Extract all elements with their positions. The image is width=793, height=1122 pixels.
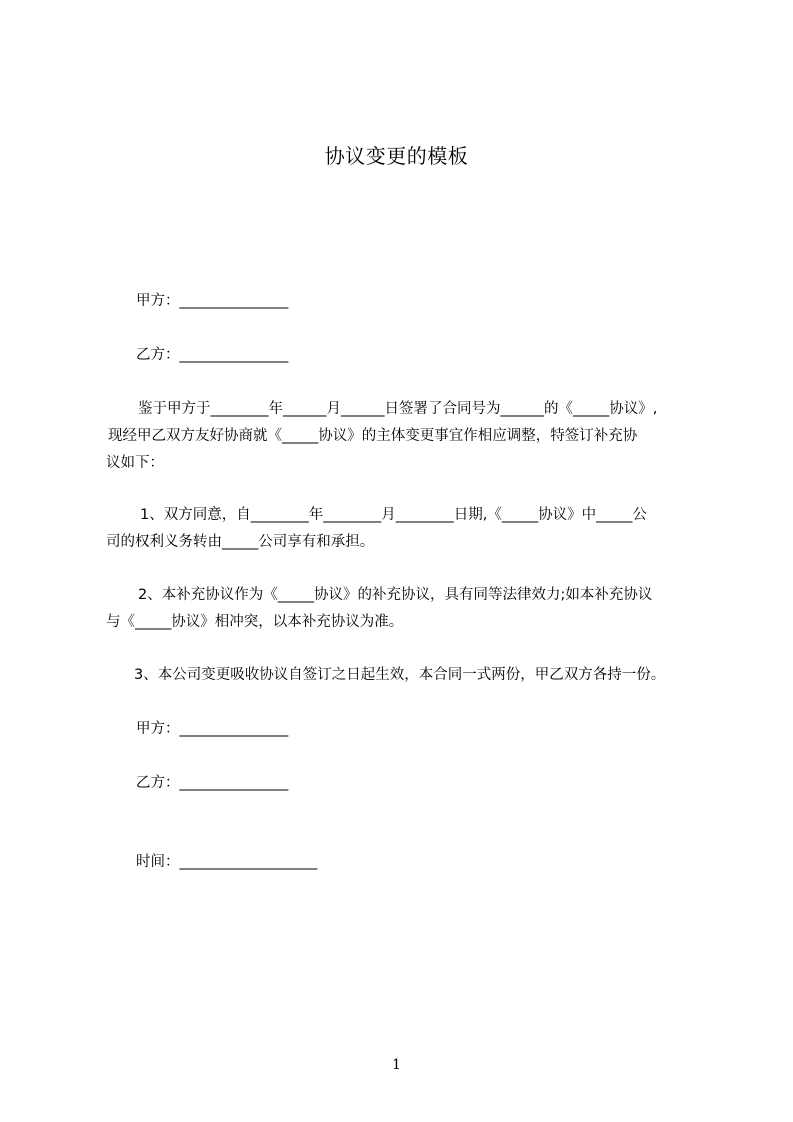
clause-3-line-1: 3、本公司变更吸收协议自签订之日起生效，本合同一式两份，甲乙双方各持一份。 [134, 667, 666, 683]
clause-1-line-2: 司的权利义务转由_____公司享有和承担。 [106, 534, 375, 550]
time-line: 时间：___________________ [136, 854, 318, 870]
intro-line-1: 鉴于甲方于________年______月______日签署了合同号为______的《_____协议》, [138, 401, 658, 417]
party-b-line-top: 乙方：_______________ [136, 347, 289, 363]
page-number: 1 [392, 1057, 401, 1073]
party-a-line-bottom: 甲方：_______________ [136, 721, 289, 737]
party-b-line-bottom: 乙方：_______________ [136, 775, 289, 791]
clause-2-line-2: 与《_____协议》相冲突，以本补充协议为准。 [106, 614, 404, 630]
clause-1-line-1: 1、双方同意，自________年________月________日期,《_____协议》中_____公 [140, 507, 647, 523]
intro-line-3: 议如下： [106, 455, 164, 471]
clause-2-line-1: 2、本补充协议作为《_____协议》的补充协议，具有同等法律效力;如本补充协议 [138, 587, 653, 603]
intro-line-2: 现经甲乙双方友好协商就《_____协议》的主体变更事宜作相应调整，特签订补充协 [108, 428, 638, 444]
document-title: 协议变更的模板 [324, 144, 469, 168]
party-a-line-top: 甲方：_______________ [136, 293, 289, 309]
